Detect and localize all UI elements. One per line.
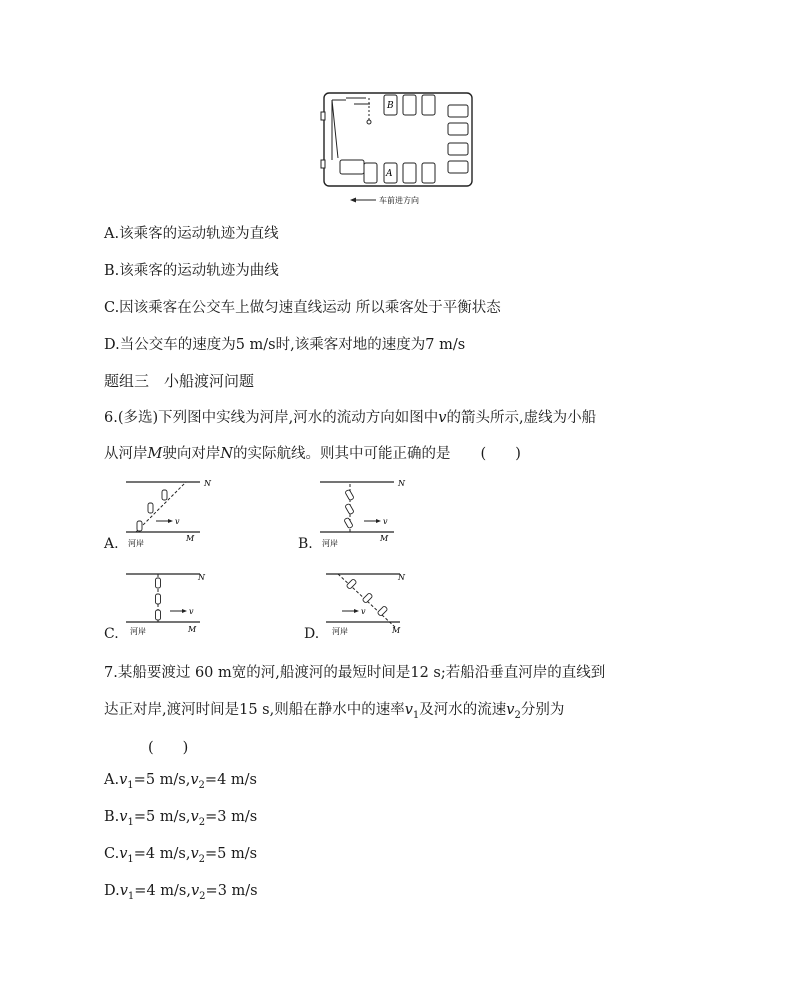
option-letter: A. [104, 772, 120, 788]
v1-value: =4 m/s, [133, 846, 191, 862]
q6-line2-a: 从河岸 [104, 446, 148, 462]
direction-caption: 车前进方向 [379, 196, 419, 205]
v-label: v [383, 517, 388, 526]
q7-v2-subscript: 2 [514, 710, 521, 721]
q7-line-2 [104, 698, 564, 719]
m-label: M [188, 625, 197, 634]
v2-subscript: 2 [198, 854, 206, 865]
river-diagram-a [120, 474, 214, 554]
v2-symbol: v [190, 846, 199, 862]
v1-value: =4 m/s, [134, 883, 191, 899]
q6-diagram-b-label: B. [298, 536, 313, 552]
q7-option-b [104, 809, 258, 828]
bank-label: 河岸 [128, 539, 144, 548]
q7-line2-c: 分别为 [520, 702, 565, 718]
n-label: N [398, 573, 405, 582]
option-letter: D. [104, 883, 120, 899]
river-diagram-d [320, 566, 414, 646]
q7-line2-b: 及河水的流速 [419, 702, 507, 718]
v1-symbol: v [119, 772, 128, 788]
v2-value: =5 m/s [205, 846, 258, 862]
bank-label: 河岸 [322, 539, 338, 548]
q6-diagram-a-label: A. [104, 536, 119, 552]
q5-option-a: A.该乘客的运动轨迹为直线 [104, 226, 279, 242]
q7-line2-a: 达正对岸,渡河时间是15 s,则船在静水中的速率 [104, 702, 405, 718]
v2-subscript: 2 [198, 780, 205, 791]
q6-diagram-a [104, 474, 214, 554]
q6-diagram-b [298, 474, 408, 554]
v1-subscript: 1 [127, 854, 134, 865]
q7-option-d [104, 883, 258, 902]
bus-figure [316, 90, 480, 212]
v2-subscript: 2 [199, 891, 206, 902]
river-diagram-c [120, 566, 214, 646]
q6-line1-prefix: 6.(多选)下列图中实线为河岸,河水的流动方向如图中 [104, 410, 439, 426]
v1-symbol: v [119, 809, 128, 825]
q6-v-symbol: v [438, 410, 447, 426]
q6-line2-c: 的实际航线。则其中可能正确的是 [233, 446, 451, 462]
option-letter: B. [104, 809, 120, 825]
option-letter: C. [104, 846, 120, 862]
v2-subscript: 2 [198, 817, 206, 828]
v1-subscript: 1 [127, 817, 134, 828]
q5-option-d: D.当公交车的速度为5 m/s时,该乘客对地的速度为7 m/s [104, 337, 466, 353]
q7-v2-symbol: v [506, 702, 515, 718]
n-label: N [204, 479, 211, 488]
v1-value: =5 m/s, [133, 809, 191, 825]
bus-diagram [316, 90, 480, 212]
v1-subscript: 1 [127, 780, 134, 791]
q6-diagram-c-label: C. [104, 626, 119, 642]
v-label: v [361, 607, 366, 616]
v2-symbol: v [190, 883, 200, 899]
v2-symbol: v [190, 809, 199, 825]
m-label: M [392, 626, 401, 635]
bank-label: 河岸 [130, 627, 146, 636]
section-heading: 题组三 小船渡河问题 [104, 372, 255, 390]
m-label: M [380, 534, 389, 543]
q5-option-b: B.该乘客的运动轨迹为曲线 [104, 263, 279, 279]
m-label: M [186, 534, 195, 543]
q6-diagram-d-label: D. [304, 626, 320, 642]
q6-answer-bracket: ( ) [480, 446, 521, 462]
q6-M-symbol: M [147, 446, 163, 462]
q7-line-1: 7.某船要渡过 60 m宽的河,船渡河的最短时间是12 s;若船沿垂直河岸的直线到 [104, 665, 606, 681]
q7-answer-bracket: ( ) [148, 740, 189, 756]
seat-a-label: A [386, 169, 393, 179]
q6-line2-b: 驶向对岸 [162, 446, 221, 462]
q6-diagram-c [104, 566, 214, 646]
v2-value: =3 m/s [205, 883, 258, 899]
v2-value: =3 m/s [205, 809, 258, 825]
v1-symbol: v [119, 883, 128, 899]
q6-line-2 [104, 442, 521, 463]
v1-value: =5 m/s, [133, 772, 191, 788]
seat-b-label: B [387, 101, 394, 111]
n-label: N [198, 573, 205, 582]
q6-line1-suffix: 的箭头所示,虚线为小船 [446, 410, 597, 426]
q6-diagram-d [304, 566, 414, 646]
q7-v1-subscript: 1 [412, 710, 420, 721]
v1-symbol: v [119, 846, 128, 862]
river-diagram-b [314, 474, 408, 554]
v1-subscript: 1 [127, 891, 135, 902]
v-label: v [189, 607, 194, 616]
q5-option-c: C.因该乘客在公交车上做匀速直线运动 所以乘客处于平衡状态 [104, 300, 501, 316]
v2-symbol: v [190, 772, 199, 788]
bank-label: 河岸 [332, 627, 348, 636]
q7-option-c [104, 846, 258, 865]
v-label: v [175, 517, 180, 526]
q6-N-symbol: N [220, 446, 234, 462]
q7-v1-symbol: v [404, 702, 413, 718]
v2-value: =4 m/s [204, 772, 257, 788]
q6-line-1 [104, 406, 596, 427]
n-label: N [398, 479, 405, 488]
q7-option-a [104, 772, 257, 791]
